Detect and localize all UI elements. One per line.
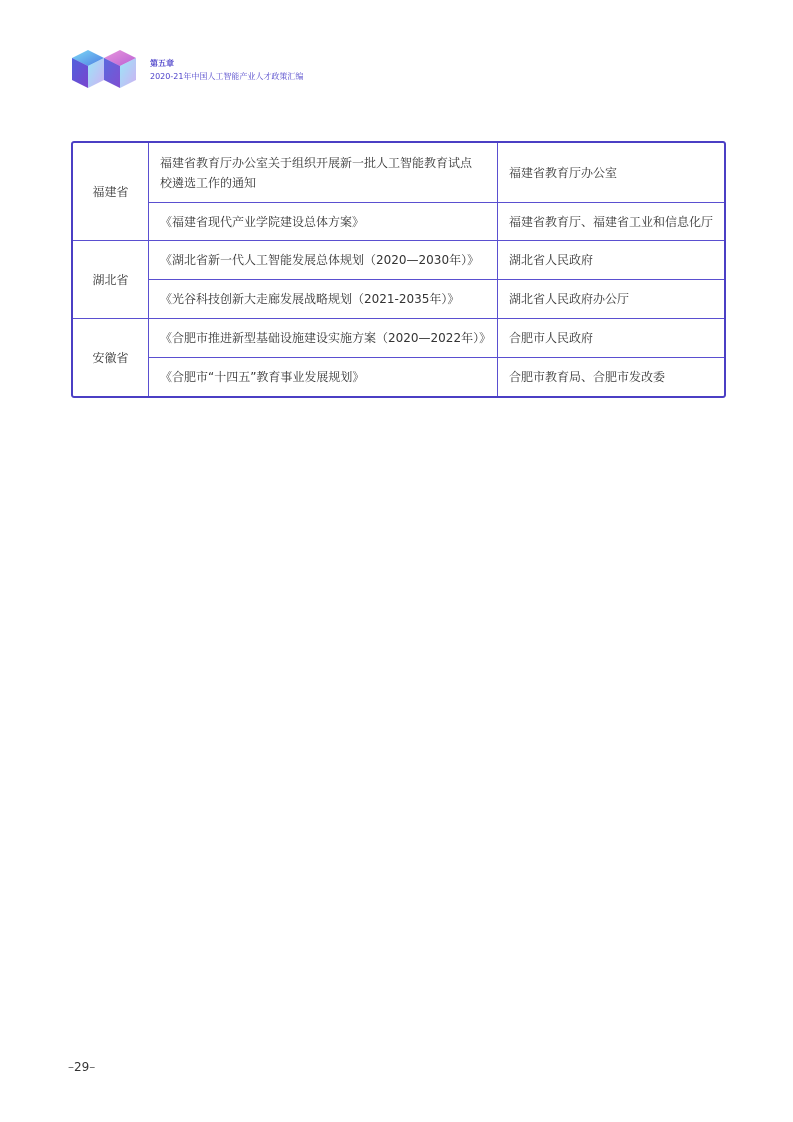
policy-line: 校遴选工作的通知 <box>160 175 257 190</box>
issuer-cell: 合肥市人民政府 <box>498 319 724 358</box>
issuer-cell: 湖北省人民政府 <box>498 241 724 280</box>
policy-line: 福建省教育厅办公室关于组织开展新一批人工智能教育试点 <box>160 155 473 170</box>
table-row <box>73 280 724 319</box>
issuer-cell: 福建省教育厅办公室 <box>498 143 724 203</box>
document-subtitle: 2020-21年中国人工智能产业人才政策汇编 <box>150 72 304 81</box>
policy-table <box>71 141 726 398</box>
table-row <box>73 319 724 358</box>
table-row <box>73 358 724 396</box>
page-number <box>68 1060 95 1074</box>
policy-cell: 《湖北省新一代人工智能发展总体规划（2020—2030年）》 <box>149 241 498 280</box>
policy-cell: 《合肥市推进新型基础设施建设实施方案（2020—2022年）》 <box>149 319 498 358</box>
policy-cell <box>149 143 498 203</box>
province-cell: 安徽省 <box>73 319 149 396</box>
policy-cell: 《光谷科技创新大走廊发展战略规划（2021-2035年）》 <box>149 280 498 319</box>
issuer-cell: 湖北省人民政府办公厅 <box>498 280 724 319</box>
issuer-cell: 合肥市教育局、合肥市发改委 <box>509 370 666 384</box>
page-number-dash-left: – <box>68 1060 74 1074</box>
cube-logo-icon <box>68 44 148 94</box>
province-cell: 湖北省 <box>73 241 149 319</box>
province-cell: 福建省 <box>73 143 149 241</box>
chapter-label: 第五章 <box>150 59 174 68</box>
table-row <box>73 241 724 280</box>
page-header <box>68 44 468 96</box>
page-number-value: 29 <box>74 1060 90 1074</box>
policy-cell: 《合肥市“十四五”教育事业发展规划》 <box>149 358 498 396</box>
page-number-dash-right: – <box>89 1060 96 1074</box>
table-row <box>73 143 724 203</box>
table-row <box>73 203 724 241</box>
issuer-cell: 福建省教育厅、福建省工业和信息化厅 <box>498 203 724 241</box>
policy-cell: 《福建省现代产业学院建设总体方案》 <box>149 203 498 241</box>
